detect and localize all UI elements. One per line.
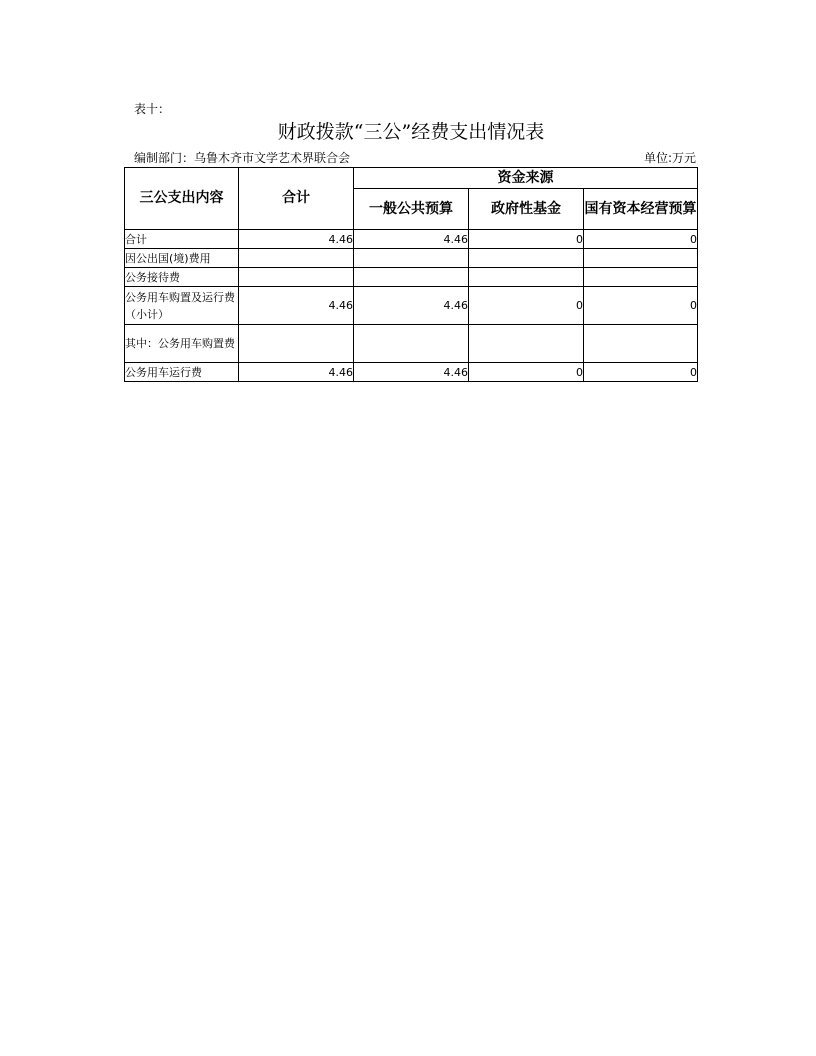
- row-fund: [469, 268, 584, 287]
- row-item: 公务用车运行费: [125, 363, 239, 382]
- header-total: 合计: [239, 168, 354, 230]
- row-item: 公务用车购置及运行费（小计）: [125, 287, 239, 325]
- row-general: 4.46: [354, 230, 469, 249]
- row-general: 4.46: [354, 363, 469, 382]
- table-row: [125, 287, 698, 325]
- row-total: [239, 325, 354, 363]
- department-label: 编制部门：乌鲁木齐市文学艺术界联合会: [134, 151, 351, 165]
- table-row: [125, 363, 698, 382]
- row-general: 4.46: [354, 287, 469, 325]
- row-item: 因公出国(境)费用: [125, 249, 239, 268]
- table-row: [125, 249, 698, 268]
- row-state: [584, 268, 698, 287]
- header-state-capital: 国有资本经营预算: [584, 189, 698, 230]
- row-fund: 0: [469, 363, 584, 382]
- row-general: [354, 325, 469, 363]
- row-total: [239, 268, 354, 287]
- row-fund: [469, 325, 584, 363]
- table-row: [125, 230, 698, 249]
- row-fund: 0: [469, 230, 584, 249]
- row-state: [584, 325, 698, 363]
- row-state: 0: [584, 230, 698, 249]
- row-total: 4.46: [239, 287, 354, 325]
- header-general-budget: 一般公共预算: [354, 189, 469, 230]
- row-item: 其中：公务用车购置费: [125, 325, 239, 363]
- row-total: 4.46: [239, 363, 354, 382]
- unit-label: 单位:万元: [643, 151, 696, 165]
- table-row: [125, 325, 698, 363]
- row-total: 4.46: [239, 230, 354, 249]
- table-row: [125, 268, 698, 287]
- row-item: 合计: [125, 230, 239, 249]
- table-number-label: 表十：: [134, 102, 171, 116]
- row-total: [239, 249, 354, 268]
- header-government-fund: 政府性基金: [469, 189, 584, 230]
- row-general: [354, 249, 469, 268]
- row-item: 公务接待费: [125, 268, 239, 287]
- row-fund: 0: [469, 287, 584, 325]
- header-item: 三公支出内容: [125, 168, 239, 230]
- three-expenses-table: [124, 167, 698, 382]
- row-state: [584, 249, 698, 268]
- row-state: 0: [584, 363, 698, 382]
- row-fund: [469, 249, 584, 268]
- header-funding-source: 资金来源: [354, 168, 698, 189]
- row-state: 0: [584, 287, 698, 325]
- document-title: 财政拨款“三公”经费支出情况表: [277, 121, 545, 143]
- row-general: [354, 268, 469, 287]
